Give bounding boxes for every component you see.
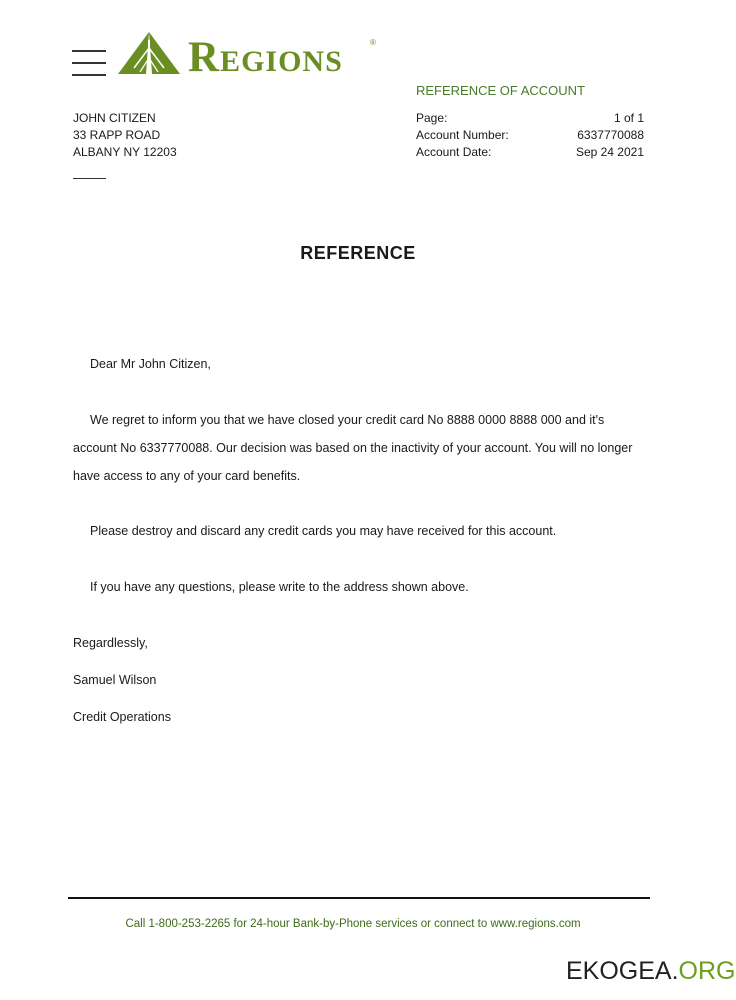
regions-leaf-logo-icon — [116, 30, 182, 76]
watermark-text: EKOGEA. — [566, 957, 679, 985]
watermark-org: ORG — [678, 957, 736, 985]
footer-divider — [68, 897, 650, 899]
info-row-page — [416, 110, 644, 127]
registered-mark: ® — [370, 38, 376, 47]
recipient-name: JOHN CITIZEN — [73, 111, 156, 125]
info-value: 1 of 1 — [613, 111, 644, 125]
recipient-city: ALBANY NY 12203 — [73, 145, 177, 159]
info-row-account-date — [416, 144, 644, 161]
logo-wordmark: Regions — [188, 34, 343, 81]
document-title: REFERENCE — [300, 243, 416, 263]
info-value: 6337770088 — [577, 128, 644, 142]
signer-name: Samuel Wilson — [73, 673, 157, 687]
paragraph-1: We regret to inform you that we have closed your credit card No 8888 0000 8888 000 and it's account No 6337770088. Our decision was based on the inactivity of your account. You will no longer have access to any of your card benefits. — [73, 413, 633, 483]
signer-department: Credit Operations — [73, 710, 171, 724]
logo-menu-lines — [72, 50, 106, 84]
paragraph-2: Please destroy and discard any credit cards you may have received for this account. — [90, 524, 557, 538]
paragraph-3: If you have any questions, please write to the address shown above. — [90, 580, 469, 594]
recipient-street: 33 RAPP ROAD — [73, 128, 161, 142]
info-label: Account Number: — [416, 128, 509, 142]
info-label: Account Date: — [416, 145, 492, 159]
closing: Regardlessly, — [73, 636, 148, 650]
info-label: Page: — [416, 111, 448, 125]
info-row-account-number — [416, 127, 644, 144]
account-info — [416, 110, 644, 161]
recipient-address — [73, 110, 177, 161]
site-watermark — [566, 957, 736, 986]
address-divider — [73, 178, 106, 179]
reference-of-account-heading: REFERENCE OF ACCOUNT — [416, 83, 586, 98]
info-value: Sep 24 2021 — [575, 145, 644, 159]
salutation: Dear Mr John Citizen, — [90, 357, 211, 371]
footer-contact: Call 1-800-253-2265 for 24-hour Bank-by-Phone services or connect to www.regions.com — [125, 918, 581, 930]
